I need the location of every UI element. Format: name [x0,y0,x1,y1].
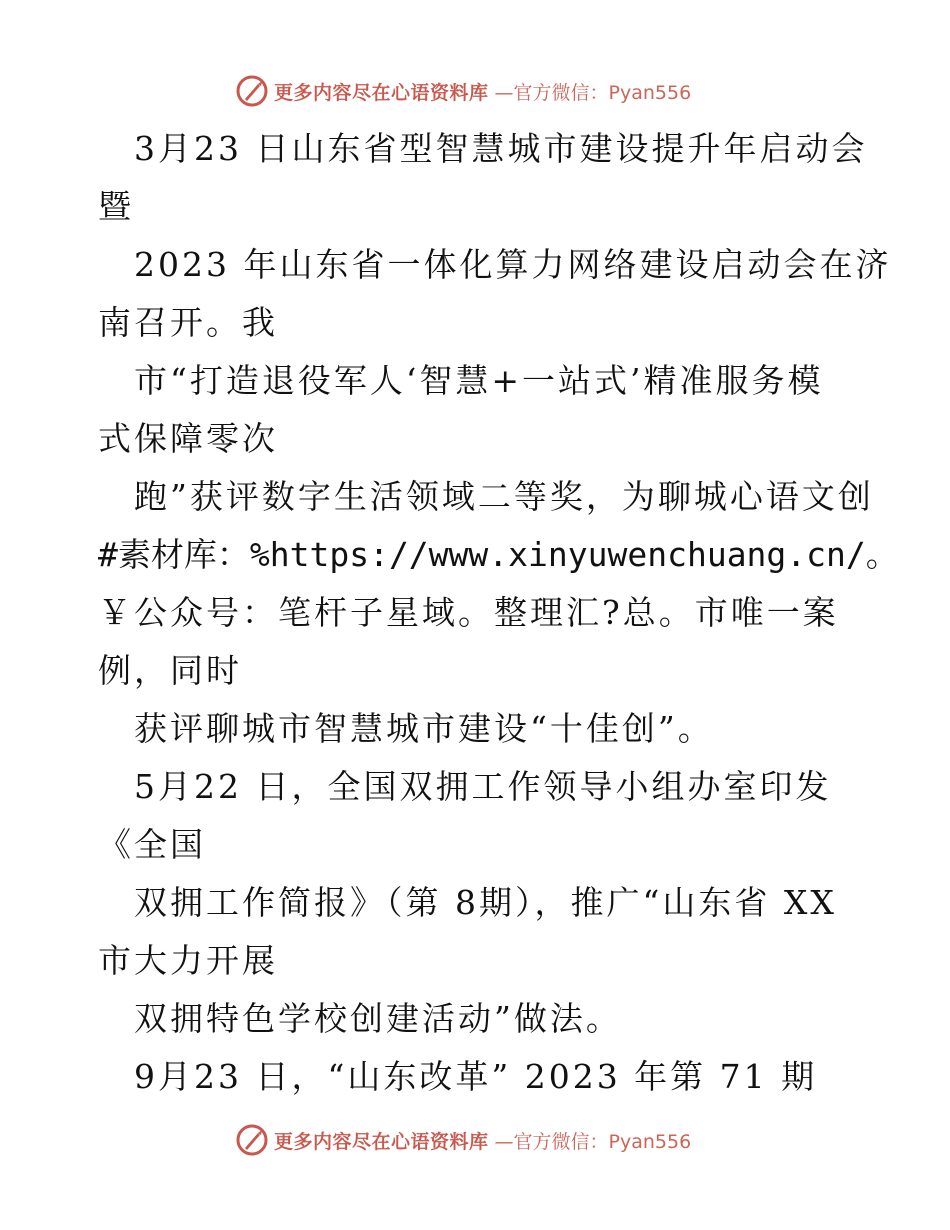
watermark-title: 更多内容尽在心语资料库 [274,1130,489,1153]
text-line: #素材库：%https://www.xinyuwenchuang.cn/。 [98,535,899,574]
quill-pen-icon [236,75,268,107]
text-line: 3月23 日山东省型智慧城市建设提升年启动会 [134,129,868,168]
text-line: 双拥工作简报》（第 8期），推广“山东省 XX [134,883,837,922]
watermark-contact: —官方微信：Pyan556 [494,81,692,104]
text-line: 9月23 日，“山东改革” 2023 年第 71 期 [134,1057,818,1096]
text-line: 《全国 [98,825,206,864]
text-line: 市大力开展 [98,941,278,980]
text-line: 2023 年山东省一体化算力网络建设启动会在济 [134,245,892,284]
footer-watermark [236,1122,691,1158]
text-line: 市“打造退役军人‘智慧+一站式’精准服务模 [134,361,824,400]
text-line: 例，同时 [98,651,242,690]
text-line: ￥公众号：笔杆子星域。整理汇?总。市唯一案 [98,593,839,632]
header-watermark [236,73,691,109]
text-line: 式保障零次 [98,419,278,458]
watermark-title: 更多内容尽在心语资料库 [274,81,489,104]
quill-pen-icon [236,1124,268,1156]
text-line: 5月22 日，全国双拥工作领导小组办室印发 [134,767,832,806]
text-line: 双拥特色学校创建活动”做法。 [134,999,622,1038]
text-line: 跑”获评数字生活领域二等奖，为聊城心语文创 [134,477,874,516]
text-line: 获评聊城市智慧城市建设“十佳创”。 [134,709,714,748]
text-line: 暨 [98,187,134,226]
watermark-contact: —官方微信：Pyan556 [494,1130,692,1153]
text-line: 南召开。我 [98,303,278,342]
document-body [98,120,899,1106]
